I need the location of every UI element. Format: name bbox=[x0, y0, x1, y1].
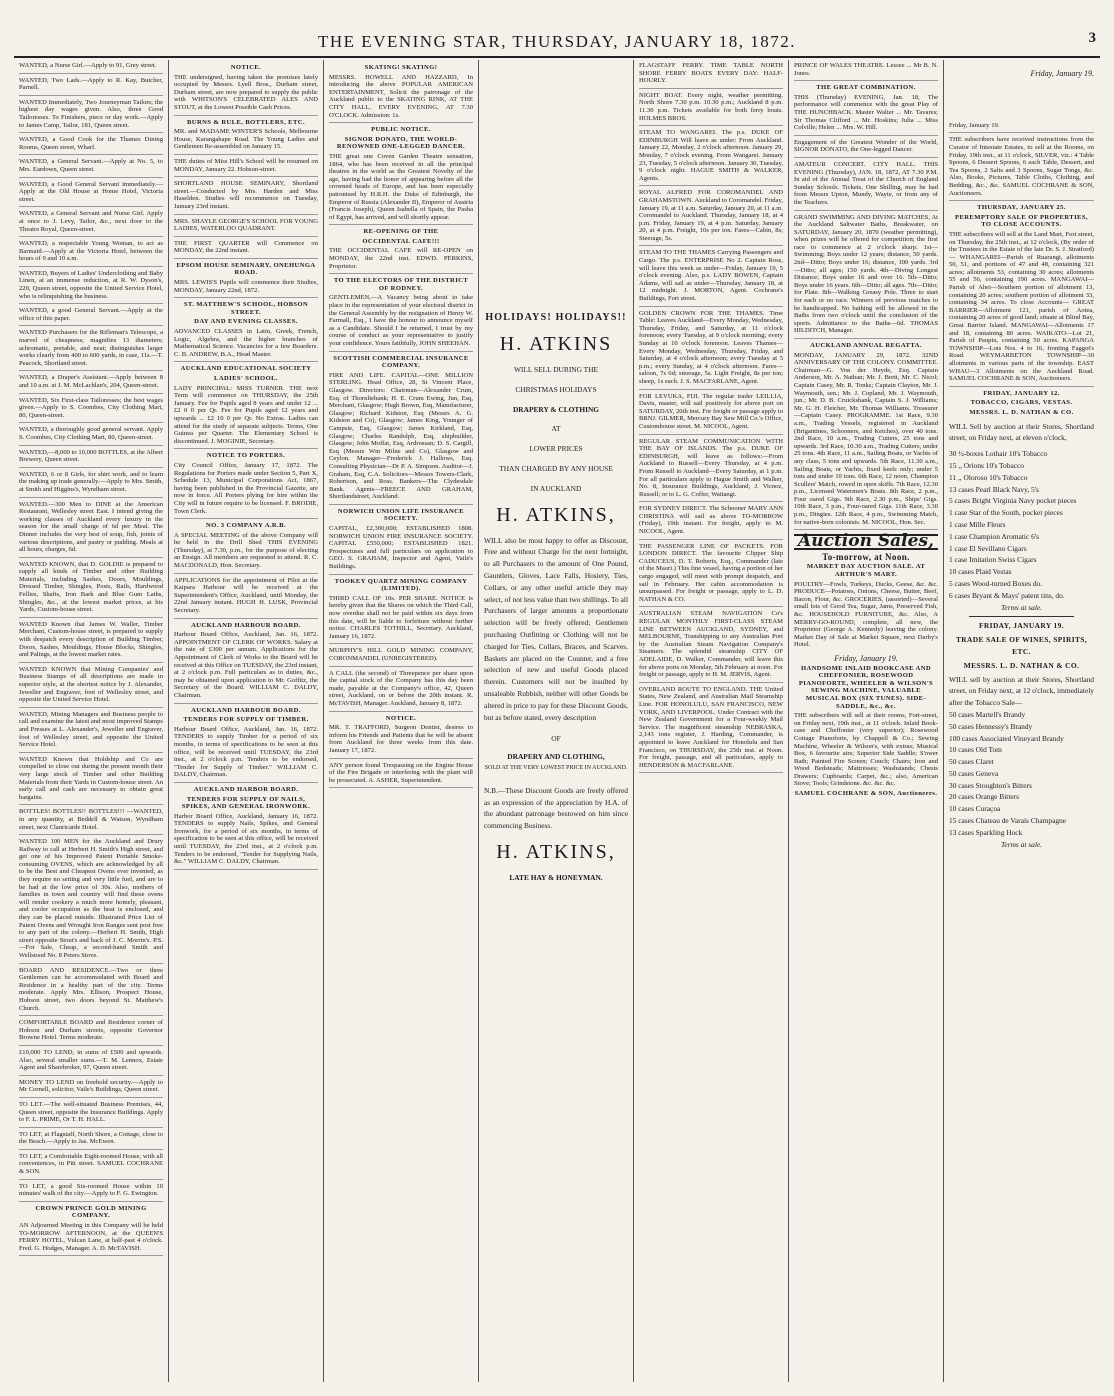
list-item: 50 cases Martell's Brandy bbox=[949, 709, 1026, 719]
classified-ad: THE duties of Miss Hill's School will be resumed on MONDAY, January 22. Hobson-street. bbox=[174, 158, 318, 177]
ad-heading: MESSRS. L. D. NATHAN & CO. bbox=[969, 408, 1074, 416]
atkins-line-2: CHRISTMAS HOLIDAYS bbox=[515, 384, 597, 394]
classified-ad: WANTED, a General Servant.—Apply at No. 5, to Mrs. Eardown, Queen street. bbox=[19, 158, 163, 177]
classified-ad: A SPECIAL MEETING of the above Company will be held in the Drill Shed THIS EVENING (Thursday), at 7.30, p.m., for the purpose of electing an Ensign. All members are requested to attend. R. C. MACDONALD, Hon. Secretary. bbox=[174, 532, 318, 574]
classified-ad: AN Adjourned Meeting in this Company will be held TO-MORROW AFTERNOON, at the QUEEN'S FERRY HOTEL, Vulcan Lane, at half-past 4 o'clock. Fred. G. Hodges, Manager. A. D. McTAVISH. bbox=[19, 1222, 163, 1256]
columns bbox=[14, 60, 1100, 1382]
ad-heading: DAY AND EVENING CLASSES. bbox=[194, 318, 298, 326]
column-3 bbox=[324, 60, 479, 1382]
classified-ad: WANTED, a good General Servant.—Apply at the office of this paper. bbox=[19, 307, 163, 326]
wines-terms: Terms at sale. bbox=[1001, 839, 1042, 849]
classified-ad: GENTLEMEN,—A Vacancy being about to take place in the representation of your electoral district in the General Assembly by the resignation of Henry W. Farmall, Esq., I have the honour to announce myself as a Candidate. Should I be returned, I trust by my course of conduct as your representative to justify your confidence. Yours faithfully, JOHN SHEEHAN. bbox=[329, 294, 473, 351]
classified-ad: COMFORTABLE BOARD and Residence corner of Hobson and Durham streets, opposite Governor Browne Hotel. Terms moderate. bbox=[19, 1019, 163, 1046]
wines-intro: WILL sell by auction at their Stores, Shortland street, on Friday next, at 12 o'clock, immediately after the Tobacco Sale— bbox=[949, 674, 1094, 708]
ad-heading: PEREMPTORY SALE OF PROPERTIES, TO CLOSE ACCOUNTS. bbox=[955, 213, 1088, 229]
classified-ad: WANTED KNOWN that Mining Companies' and Business Stamps of all descriptions are made in superior style, at the shortest notice by J. Alexander, Jeweller and Engraver, foot of Wellesley street, and opposite the United Service Hotel. bbox=[19, 666, 163, 708]
holidays-heading: HOLIDAYS! HOLIDAYS!! bbox=[485, 312, 627, 323]
classified-ad: MRS. LEWIS'S Pupils will commence their Studies, MONDAY, January 22nd, 1872. bbox=[174, 279, 318, 298]
classified-ad: THE undersigned, having taken the premises lately occupied by Messrs. Lyell Bros., Durham street, Durham street, are now prepared to supply the public with WHITSON'S CELEBRATED ALES AND STOUT, at the Lowest Possible Cash Prices. bbox=[174, 74, 318, 116]
classified-ad: WANTED, Buyers of Ladies' Underclothing and Baby Linen, at an immense reduction, at R. W. Dyson's, 220, Queen street, opposite the United Service Hotel, who is relinquishing the business. bbox=[19, 270, 163, 304]
classified-ad: THE great one Coven Garden Theatre sensation, 1864, who has been received in all the principal theatres in the world as the Greatest Novelty of the age, having had the honor of appearing before all the crowned heads of Europe, and has been especially patronised by H.R.H. the Duke of Edinburgh, the Emperor of Russia (Alexander II), Emperor of Austria (Francis Joseph), Queen Isabella of Spain, the Pasha of Egypt, has arrived, and will shortly appear. bbox=[329, 153, 473, 225]
column-1 bbox=[14, 60, 169, 1382]
classified-ad: TO LET, at Flagstaff, North Shore, a Cottage, close to the Beach.—Apply to Jas. McEwen. bbox=[19, 1131, 163, 1150]
atkins-name: H. ATKINS bbox=[499, 333, 613, 355]
ad-heading: AUCKLAND ANNUAL REGATTA. bbox=[810, 342, 922, 349]
ad-heading: TOBACCO, CIGARS, VESTAS. bbox=[970, 399, 1073, 407]
classified-ad: FOR SYDNEY DIRECT. The Schooner MARY ANN CHRISTINA will sail as above TO-MORROW (Friday), 19th instant. For freight, apply to M. NICOOL, Agent. bbox=[639, 505, 783, 539]
nathan-terms: Terms at sale. bbox=[1001, 602, 1042, 612]
classified-ad: WANTED Known that James W. Waller, Timber Merchant, Custom-house street, is prepared to supply with despatch every description of Building Timber, Doors, Sashes, Mouldings, House Blocks, Shingles, and Palings, at the lowest market rates. bbox=[19, 621, 163, 663]
classified-ad: THE OCCIDENTAL CAFE will RE-OPEN on MONDAY, the 22nd inst. EDWD. PERKINS, Proprietor. bbox=[329, 247, 473, 274]
ad-heading: NORWICH UNION LIFE INSURANCE SOCIETY. bbox=[337, 507, 465, 523]
list-item: 13 cases Sparkling Hock bbox=[949, 827, 1023, 837]
classified-ad: FLAGSTAFF FERRY. TIME TABLE NORTH SHORE FERRY BOATS EVERY DAY: HALF-HOURLY. bbox=[639, 62, 783, 89]
classified-ad: WANTED, a thoroughly good general servant. Apply S. Coombes, City Clothing Mart, 80, Queen-street. bbox=[19, 426, 163, 445]
classified-ad: TO LET, a good Six-roomed House within 10 minutes' walk of the city.—Apply to F. G. Ewington. bbox=[19, 1183, 163, 1202]
classified-ad: MRS. SHAYLE GEORGE'S SCHOOL FOR YOUNG LADIES, WATERLOO QUADRANT. bbox=[174, 218, 318, 237]
classified-ad: Harbour Board Office, Auckland, Jan. 16, 1872. TENDERS to supply Timber for a period of six months, in terms of specifications to be seen at this office, will be received until TUESDAY, the 23rd inst., at 2 o'clock p.m. Tenders to be endorsed, "Tender for Supply of Timber." WILLIAM C. DALDY, Chairman. bbox=[174, 726, 318, 783]
page-number: 3 bbox=[1088, 30, 1096, 46]
ad-heading: CROWN PRINCE GOLD MINING COMPANY. bbox=[35, 1204, 147, 1220]
ad-heading: AUCKLAND HARBOR BOARD. bbox=[193, 785, 299, 793]
atkins-name-3: H. ATKINS, bbox=[496, 840, 616, 863]
classified-ad: THIS (Thursday) EVENING, Jan. 18, The performance will commence with the great Play of THE HUNCHBACK. Master Walter ... Mr. Tavares; Sir Thomas Clifford ... Mr. Hoskins; Julia ... Miss Colville; Helen ... Mrs. W. Hill. bbox=[794, 94, 938, 136]
classified-ad: SHORTLAND HOUSE SEMINARY, Shortland street.—Conducted by Mrs. Harden and Miss Haselden. Studies will recommence on Tuesday, January 23rd instant. bbox=[174, 180, 318, 214]
classified-ad: STEAM TO THE THAMES Carrying Passengers and Cargo. The p.s. ENTERPRISE No 2. Captain Ross, will leave this week as under—Friday, January 19, 5 o'clock evening. Also, p.s. LADY BOWEN, Captain Adams, will sail as under—Thursday, January 18, at 12 midnight. J. MORTON, Agent. Cochrane's Buildings, Fort street. bbox=[639, 249, 783, 306]
auction-sales-banner: Auction Sales, bbox=[794, 534, 938, 550]
classified-ad: THE PASSENGER LINE OF PACKETS. FOR LONDON DIRECT. The favourite Clipper Ship CADUCEUS, D. T. Roberts, Esq., Commander (late of the Maori.) This fine vessel, having a portion of her cargo engaged, will meet with prompt despatch, and sail in February. Her cabin accommodation is unsurpassed. For freight or passage, apply to L. D. NATHAN & CO. bbox=[639, 543, 783, 608]
classified-ad: AUSTRALIAN STEAM NAVIGATION Co's REGULAR MONTHLY FIRST-CLASS STEAM LINE BETWEEN AUCKLAND, SYDNEY, and MELBOURNE, Transhipping to any Australian Port by the Australian Steam Navigation Company's Steamers. The splendid steamship CITY OF ADELAIDE, D. Walker, Commander, will leave this for above ports on Monday, 5th February at noon. For freight or passage, apply to H. M. JERVIS, Agent. bbox=[639, 610, 783, 682]
auction-fri: Friday, January 19. bbox=[834, 653, 898, 663]
ad-heading: RE-OPENING OF THE bbox=[363, 228, 439, 236]
column-7-ads bbox=[949, 122, 1094, 417]
list-item: 50 cases Geneva bbox=[949, 768, 999, 778]
classified-ad: WANTED Known that Holdship and Co are compelled to close out during the present month their very large stock of Timber and other Building Materials from their Yards in Custom-house street. An early call and cash are necessary to obtain great bargains. bbox=[19, 756, 163, 806]
list-item: 11 ,, Oloroso 10's Tobacco bbox=[949, 472, 1028, 482]
classified-ad: NIGHT BOAT. Every night, weather permitting. North Shore 7.30 p.m. 10.30 p.m.; Auckland 8 p.m. 11.30 p.m. Tickets available for both ferry boats. HOLMES BROS. bbox=[639, 92, 783, 126]
list-item: 6 cases Bryant & Mays' patent tins, do. bbox=[949, 590, 1065, 600]
ad-heading: NO. 3 COMPANY A.R.B. bbox=[206, 522, 286, 530]
classified-ad: TO LET, a Comfortable Eight-roomed House, with all conveniences, in Pitt street. SAMUEL COCHRANE & SON. bbox=[19, 1153, 163, 1180]
ad-heading: AUCKLAND HARBOUR BOARD. bbox=[191, 621, 301, 629]
list-item: 10 cases Old Tom bbox=[949, 745, 1002, 755]
divider bbox=[969, 616, 1074, 617]
list-item: 50 cases Hennessy's Brandy bbox=[949, 721, 1033, 731]
classified-ad: FIRE AND LIFE. CAPITAL—ONE MILLION STERLING. Head Office, 28, St Vincent Place, Glasgow. Directors: Chairman—Alexander Crum, Esq. of Thornliebank; H. E. Crum Ewing, Jun, Esq, Merchant, Glasgow; Hugh Brown, Esq, Manufacturer, Glasgow; Richard Kidston, Esq (Messrs A. G. Kidston and Co), Glasgow; James King, Younger of Campsie, Esq, Glasgow; James Kirkland, Esq, Glasgow; Charles Randolph, Esq, shipbuilder, Glasgow; John Moffat, Esq, Ardrossan; D. S. Cargill, Esq (Messrs Wm Milne and Co), Glasgow and Ceylon. Manager—Frederick J. Hallows, Esq. Consulting Physician—Dr P. A. Simpson. Auditor—J. Graham, Esq, C.A. Solicitors—Messrs Towers-Clark, Robertson, and Ross. Bankers—The Clydesdale Bank. Agents—FREECE AND GRAHAM, Shortlandstreet, Auckland. bbox=[329, 372, 473, 505]
column-6-ads bbox=[794, 62, 938, 530]
wines-head: TRADE SALE OF WINES, SPIRITS, ETC. bbox=[955, 635, 1088, 656]
ad-heading: BURNS & RULE, BOTTLERS, ETC. bbox=[186, 118, 305, 126]
classified-ad: APPLICATIONS for the appointment of Pilot at the Kaipara Harbour will be received at the Superintendent's Office, Auckland, until Monday, the 22nd January instant. HUGH H. LUSK, Provincial Secretary. bbox=[174, 577, 318, 619]
classified-ad: THE subscribers have received instructions from the Curator of Intestate Estates, to sell at the Rooms, on Friday, 19th inst., at 11 o'clock, SILVER, viz.: 4 Table Spoons, 6 Dessert Spoons, 6 each Table, Dessert, and Tea Spoons, 2 Salts and 3 Spoons, Sugar Tongs, &c. Also, Books, Pictures, Table Cloths, Clothing, and Bedding, &c., &c. SAMUEL COCHRANE & SON, Auctioneers. bbox=[949, 136, 1094, 201]
classified-ad: Harbour Board Office, Auckland, Jan. 16, 1872. APPOINTMENT OF CLERK OF WORKS. Salary at the rate of £300 per annum. Applications for the Appointment of Clerk of Works to the Board will be received at this Office on TUESDAY, the 23rd instant, at 2 o'clock p.m. Full particulars as to duties, &c., may be obtained upon application to Mr. Goffitz, the Secretary of the Board. WILLIAM C. DALDY, Chairman. bbox=[174, 631, 318, 703]
classified-ad: WANTED Purchasers for the Rifleman's Telescope, a marvel of cheapness; magnifies 13 diameters; achromatic, portable, and neat; distinguishes larger works clearly from 400 to 600 yards, in case, 11s.—T. Peacock, Shortland street. bbox=[19, 329, 163, 371]
classified-ad: Friday, January 19. bbox=[949, 122, 1094, 134]
classified-ad: THE subscribers will sell at the Land Mart, Fort street, on Thursday, the 25th inst., at 12 o'clock, (By order of the Trustees in the Estate of the late Dr. S. J. Stratford)— WHANGAREI—Parish of Ruarangi, allotments 50, 51, and portions of 47 and 48, containing 321 acres; allotments 53, containing 30 acres; allotments 55 and 56, containing 190 acres. MANGAWAI—Parish of Ahei—Southern portion of allotment 13, containing 20 acres; southern portion of allotment 33, containing 34 acres. To close Accounts— GREAT BARRIER—Allotment 121, parish of Aotea, containing 20 acres of good land; situate at Blind Bay, Great Barrier Island. MANGAWAI—Allotments 17 and 18, containing 80 acres. WAIKATO—Lot 21, Parish of Paupiu, containing 50 acres. KAPANGA TOWNSHIP—Lots Nos. 4 to 16, fronting Faggot's Road. WEYMARBETON TOWNSHIP—30 allotments in various parts of the township. EAST WHAU—3 Allotments on the Auckland Road. SAMUEL COCHRANE & SON, Auctioneers. bbox=[949, 231, 1094, 387]
atkins-line-7: IN AUCKLAND bbox=[530, 483, 582, 493]
list-item: 20 cases Orange Bitters bbox=[949, 792, 1019, 802]
col7-blank bbox=[949, 82, 1094, 122]
wines-date: FRIDAY, JANUARY 19. bbox=[979, 621, 1064, 631]
atkins-of: OF bbox=[551, 734, 561, 744]
ad-heading: FRIDAY, JANUARY 12. bbox=[983, 389, 1060, 397]
classified-ad: WANTED, a Good General Servant immediately.—Apply at the Old House at Home Hotel, Victoria street. bbox=[19, 181, 163, 208]
ad-heading: THE GREAT COMBINATION. bbox=[816, 84, 916, 92]
classified-ad: City Council Office, January 17, 1872. The Regulations for Porters made under Section 5, Part X, Schedule 13, Municipal Corporations Act, 1867, having been published in the Provincial Gazette, are now in force. All Porters plying for hire within the City will in future require to be licensed. F. BRODIE, Town Clerk. bbox=[174, 462, 318, 519]
column-5 bbox=[634, 60, 789, 1382]
auction-sub: To-morrow, at Noon. bbox=[822, 551, 910, 562]
classified-ad: WANTED,—8,000 to 10,000 BOTTLES, at the Albert Brewery, Queen street. bbox=[19, 449, 163, 468]
atkins-sold: SOLD AT THE VERY LOWEST PRICE IN AUCKLAND. bbox=[484, 764, 628, 771]
classified-ad: MR. and MADAME WINTER'S Schools, Melbourne House, Karangahape Road. The Young Ladies and Gentlemen Re-assembled on January 15. bbox=[174, 128, 318, 155]
classified-ad: ADVANCED CLASSES in Latin, Greek, French, Logic, Algebra, and the higher branches of Mathematical Science. Vacancies for a few Boarders. C. B. ANDREW, B.A., Head Master. bbox=[174, 328, 318, 362]
ad-heading: EPSOM HOUSE SEMINARY, ONEHUNGA ROAD. bbox=[176, 261, 316, 277]
ad-heading: SCOTTISH COMMERCIAL INSURANCE COMPANY. bbox=[333, 354, 469, 370]
classified-ad: WANTED, a Good Cook for the Thames Dining Rooms, Queen street, Wharf. bbox=[19, 136, 163, 155]
ad-heading: TENDERS FOR SUPPLY OF NAILS, SPIKES, AND GENERAL IRONWORK. bbox=[181, 795, 311, 811]
classified-ad: THE FIRST QUARTER will Commence on MONDAY, the 22nd instant. bbox=[174, 240, 318, 259]
classified-ad: GOLDEN CROWN FOR THE THAMES. Time Table: Leaves Auckland—Every Monday, Wednesday, Thursday, Friday, and Saturday, at 11 o'clock forenoon; every Tuesday, at 9 o'clock morning; every Sunday at 10 o'clock forenoon. Leaves Thames—Every Monday, Wednesday, Thursday, Friday, and Saturday, at 4 o'clock afternoon; every Tuesday at 5 p.m.; every Sunday, at 4 o'clock afternoon. Fares—saloon, 7s 6d; steerage, 5s. Light Freight, 8s per ton; sheep, 1s each. J. S. MACFARLANE, Agent. bbox=[639, 310, 783, 390]
classified-ad: A CALL (the second) of Threepence per share upon the capital stock of the Company has this day been made, payable at the Company's office, 42, Queen street, Auckland, on or before the 20th instant. R. McTAVISH, Manager. Auckland, January 8, 1872. bbox=[329, 670, 473, 712]
ad-heading: THURSDAY, JANUARY 25. bbox=[977, 204, 1066, 212]
classified-ad: WANTED, Six First-class Tailoresses; the best wages given.—Apply to S. Coombes, City Clothing Mart, 80, Queen-street. bbox=[19, 397, 163, 424]
list-item: 30 cases Stoughton's Bitters bbox=[949, 780, 1032, 790]
classified-ad: THIRD CALL OF 10s. PER SHARE. NOTICE is hereby given that the Shares on which the Third Call, now overdue shall not be paid within six days from this date, will be liable to forfeiture without further notice. CHARLES TOTHILL, Secretary. Auckland, January 16, 1872. bbox=[329, 595, 473, 645]
classified-ad: WANTED, a Draper's Assistant.—Apply between 8 and 10 a.m. at J. M. McLachlan's, 204, Queen-street. bbox=[19, 374, 163, 393]
ad-heading: PUBLIC NOTICE. bbox=[371, 126, 431, 134]
column-6 bbox=[789, 60, 944, 1382]
nathan-intro: WILL Sell by auction at their Stores, Shortland street, on Friday next, at eleven o'clock, bbox=[949, 421, 1094, 443]
atkins-line-4: AT bbox=[551, 424, 561, 434]
list-item: 15 ,, Orions 10's Tobacco bbox=[949, 460, 1024, 470]
classified-ad: WANTED 100 MEN for the Auckland and Drury Railway to call at Herbert H. Smith's High street, and get one of his Improved Patent Portable Smoke-consuming OVENS, which are acknowledged by all to be the Best and Cheapest Ovens ever invented, as they require no setting and very little fuel, and are to be had at the low price of 30s. Also, mothers of families in town and country will find these ovens will render cookery a much more homely, pleasant, and cooler occupation as the heat is enclosed, and they can be placed outside. Illustrated Price List of Patent Ovens and Wrought Iron Ranges sent post free to any part of the colony.—Herbert H. Smith, High street opposite Stout's and back of J. C. Morrin's. P.S.—For Sale, Cheap, a second-hand Smith and Wellstood No. 8 Peters Stove. bbox=[19, 838, 163, 964]
wines-firm: MESSRS. L. D. NATHAN & CO. bbox=[963, 660, 1080, 670]
list-item: 1 case Star of the South, pocket pieces bbox=[949, 508, 1063, 518]
classified-ad: Harbor Board Office, Auckland, January 16, 1872. TENDERS to supply Nails, Spikes, and General Ironwork, for a period of six months, in terms of specification to be seen at this office, will be received until TUESDAY, the 23rd inst., at 2 o'clock p.m. Tenders to be endorsed, "Tender for Supplying Nails, &c." WILLIAM C. DALDY, Chairman. bbox=[174, 813, 318, 870]
list-item: 100 cases Associated Vineyard Brandy bbox=[949, 733, 1064, 743]
classified-ad: GRAND SWIMMING AND DIVING MATCHES, At the Auckland Saltwater Baths, Breakwater, on SATURDAY, January 20, 1870 (weather permitting), when prizes will be offered for competition; the first race to commence at 2 o'clock sharp. 1st—Swimming; Boys under 12 years; distance, 50 yards. 2nd—Ditto; Boys under 16; distance, 100 yards. 3rd—Ditto; all ages; 150 yards. 4th—Diving Longest Distance; Boys under 16 and over 16. 5th—Ditto; Boys under 16 years. 6th—Ditto; all ages. 7th—Ditto; for Plate. 8th—Walking Greasy Pole. Three to start for each or no race. Winners of previous matches to be handicapped. No bathing will be allowed in the Baths from two o'clock until the conclusion of the sports. Admittance to the Baths—6d. THOMAS HILDITCH, Manager. bbox=[794, 214, 938, 340]
atkins-name-2: H. ATKINS, bbox=[496, 503, 616, 526]
auction-sig: SAMUEL COCHRANE & SON, Auctioneers. bbox=[794, 790, 938, 798]
atkins-drapery: DRAPERY AND CLOTHING, bbox=[507, 752, 605, 762]
auction-body: POULTRY—Fowls, Turkeys, Ducks, Geese, &c. &c. PRODUCE—Potatoes, Onions, Cheese, Butter, Beef, Bacon, Flour, &c. GROCERIES, (assorted)—Several small lots of Good Tea, Sugar, Jams, Preserved Fish, &c. HOUSEHOLD FURNITURE, &c. Also, A MERRY-GO-ROUND, complete, all new, the Proprietor (George A. Kennedy) leaving the colony. Market Day of Sale at Market Square, next Darby's Hotel. bbox=[794, 580, 938, 649]
list-item: 10 cases Plaid Vestas bbox=[949, 567, 1012, 577]
list-item: 5 cases Wood-turned Boxes do. bbox=[949, 578, 1043, 588]
atkins-nb: N.B.—These Discount Goods are freely offered as an expression of the appreciation by H.A. of the abundant patronage bestowed on him since commencing Business. bbox=[484, 785, 628, 831]
classified-ad: MESSRS. HOWELL AND HAZZARD, In introducing the above POPULAR AMERICAN ENTERTAINMENT, Solicit the patronage of the Auckland public to the SKATING RINK, AT THE CITY HALL, EVERY EVENING, AT 7.30 O'CLOCK. Admission: 1s. bbox=[329, 74, 473, 124]
classified-ad: CAPITAL, £2,300,000; ESTABLISHED 1808. NORWICH UNION FIRE INSURANCE SOCIETY. CAPITAL £550,000; ESTABLISHED 1821. Prospectuses and full particulars on application to GEO. S. GRAHAM, Inspector and Agent, Vaile's Buildings. bbox=[329, 525, 473, 575]
ad-heading: NOTICE. bbox=[385, 714, 417, 722]
masthead-title: THE EVENING STAR, THURSDAY, JANUARY 18, 1872. bbox=[318, 32, 796, 51]
atkins-line-5: LOWER PRICES bbox=[529, 444, 583, 454]
atkins-late: LATE HAY & HONEYMAN. bbox=[509, 872, 603, 882]
classified-ad: £10,000 TO LEND, in sums of £500 and upwards. Also, several smaller sums.—T. M. Lennox, Estate Agent and Sharebroker, 97, Queen street. bbox=[19, 1049, 163, 1076]
classified-ad: BOARD AND RESIDENCE.—Two or three Gentlemen can be accommodated with Board and Residence in a healthy part of the city. Terms moderate. Apply Mrs. Ellison, Prospect House, Hobson street, two doors beyond St. Matthew's Church. bbox=[19, 967, 163, 1017]
classified-ad: WANTED, a General Servant and Nurse Girl. Apply at once to J. Levy, Tailor, &c., next door to the Theatre Royal, Queen-street. bbox=[19, 210, 163, 237]
classified-ad: WANTED.—300 Men to DINE at the American Restaurant, Wellesley street East. I intend giving the working classes of Auckland every luxury in the season for the small charge of 6d per Meal. The Dinner includes the very best of soup, fish, joints of various descriptions, and pastry or pudding. Meals at all hours, charges, 6d. bbox=[19, 501, 163, 558]
ad-heading: NOTICE TO PORTERS. bbox=[206, 452, 286, 460]
list-item: 13 cases Pearl Black Navy, 5's bbox=[949, 484, 1039, 494]
list-item: 5 cases Bright Virginia Navy pocket pieces bbox=[949, 496, 1077, 506]
classified-ad: TO LET.—The well-situated Business Premises, 44, Queen street, opposite the Insurance Buildings. Apply to F. L. PRIME, Or T. H. HALL. bbox=[19, 1101, 163, 1128]
classified-ad: PRINCE OF WALES THEATRE. Lessee ... Mr B. N. Jones. bbox=[794, 62, 938, 81]
list-item: 1 case El Sevillano Cigars bbox=[949, 543, 1027, 553]
column-4-atkins bbox=[479, 60, 634, 1382]
list-item: 50 cases Claret bbox=[949, 757, 994, 767]
auction-text: THE subscribers will sell at their rooms, Fort-street, on Friday next, 19th inst., at 11 o'clock. Inlaid Book-case and Cheffonier (very superior); Rosewood Cottage Pianoforte, by Chappell & Co.; Sewing Machine, Wheeler & Wilson's, with extras; Musical Box, 6 favourite airs; Superior Side Saddle; S'ower Bath; Painted Fire Screen; Couch; Chairs; Iron and Wood Bedsteads; Mattresses; Washstands; Chests Drawers; Cupboards; Carpet, &c.; also, American Stove; Tools; Grindstone. &c. &c. &c. bbox=[794, 712, 938, 788]
classified-ad: MR. T. TRAFFORD, Surgeon Dentist, desires to inform his Friends and Patients that he will be absent from Auckland for three weeks from this date. January 17, 1872. bbox=[329, 724, 473, 758]
classified-ad: MONDAY, JANUARY 29, 1872. 32ND ANNIVERSARY OF THE COLONY. COMMITTEE. Chairman—G. Von der Heyde, Esq. Captain Anderson, Mr. A. Nathan; Mr. J. Brett, Mr. C. Nicol; Captain Casey, Mr. R. Tonks; Captain Clayton, Mr. J. Waymouth, sen.; Mr. J. Copland, Mr. J. Waymouth, jun.; Mr. D. B. Cruickshank, Captain S. J. Williams; Mr. G. H. Fletcher, Mr. Thomas Williams. Treasurer—Captain Casey. PROGRAMME. 1st Race, 9.30 a.m., Trading Vessels, registered in Auckland (Brigantines, Schooners, and Ketches), over 40 tons. 2nd Race, 10 a.m., Trading Cutters, 25 tons and upwards. 3rd Race, 10.30 a.m., Trading Cutters, under 25 tons. 4th Race, 11 a.m., Sailing Boats, or Yachts of any class, 5 tons and upwards. 5th Race, 11.30 a.m., Sailing Boats, or Yachts, fixed keels only; under 5 tons and under 10 tons. 6th Race, 12 noon, Champion Scullers' Match, rowed in open skiffs. 7th Race, 12.30 p.m., Licensed Watermen's Boats. 8th Race, 2 p.m., Four oared Gigs. 9th Race, 2.30 p.m., Ships' Gigs. 10th Race, 3 p.m., Four-oared Gigs. 11th Race, 3.30 p.m., Dingies. 12th Race, 4 p.m., Swimming Match, for native-born colonists. M. NICOOL, Hon. Sec. bbox=[794, 352, 938, 531]
ad-heading: SIGNOR DONATO, THE WORLD-RENOWNED ONE-LEGGED DANCER. bbox=[336, 135, 466, 151]
atkins-body: WILL also be most happy to offer as Discount, Free and without Charge for the next fortnight, to all Purchasers to the amount of One Pound, Gauntlets, Gloves, Lace Falls, Hosiery, Ties, Collars, or any other useful article they may select, of not less value than two shillings. To all Purchasers of larger amounts a proportionate selection will be freely offered; Gentlemen purchasing Outfitting or Clothing will not be charged for Ties, Collars, Braces, and Scarves. Baskets are placed on the Counter, and a free selection of new and useful Goods placed therein. Customers will not be insulted by unsaleable Rubbish, neither will other Goods be altered in price to pay for these Discount Goods, but as before stated, every description bbox=[484, 535, 628, 722]
list-item: 1 case Champion Aromatic 6's bbox=[949, 531, 1040, 541]
classified-ad: LADY PRINCIPAL: MISS TURNER. THE next Term will commence on THURSDAY, the 25th January. Fee for Pupils aged 8 years and under 12 ... £2 0 0 per Qr. Fee for Pupils aged 12 years and upwards ... £2 10 0 per Qr. No Extras. Ladies can attend for the study of separate subjects. Terms, One Guinea per Quarter. The Elementary School is discontinued. J. MOGINIE, Secretary. bbox=[174, 385, 318, 450]
classified-ad: ANY person found Trespassing on the Engine House of the Fire Brigade or interfering with the plant will be prosecuted. A. ASHER, Superintendent. bbox=[329, 762, 473, 789]
ad-heading: TENDERS FOR SUPPLY OF TIMBER. bbox=[183, 716, 309, 724]
atkins-line-6: THAN CHARGED BY ANY HOUSE bbox=[499, 463, 613, 473]
classified-ad: WANTED, a Nurse Girl.—Apply to 91, Grey street. bbox=[19, 62, 163, 74]
ad-heading: NOTICE. bbox=[230, 64, 262, 71]
classified-ad: WANTED, Two Lads.—Apply to R. Kay, Butcher, Parnell. bbox=[19, 77, 163, 96]
auction-hands: HANDSOME INLAID BOOKCASE AND CHEFFONIER, ROSEWOOD PIANOFORTE, WHEELER & WILSON'S SEWING MACHINE, VALUABLE MUSICAL BOX (SIX TUNES). SIDE-SADDLE, &c., &c. bbox=[798, 664, 934, 710]
column-7 bbox=[944, 60, 1099, 1382]
ad-heading: LADIES' SCHOOL. bbox=[214, 375, 278, 382]
column-2 bbox=[169, 60, 324, 1382]
ad-heading: AUCKLAND HARBOUR BOARD. bbox=[191, 706, 301, 714]
classified-ad: REGULAR STEAM COMMUNICATION WITH THE BAY OF ISLANDS. The p.s. DUKE OF EDINBURGH, will leave as follows:—From Auckland to Russell—Every Thursday, at 4 p.m. From Russell to Auckland—Every Saturday, at 1 p.m. For all particulars apply to Hague Smith and Walker, No. 8, Insurance Buildings, Auckland; J. Vicnoz, Russell; or to L. G. Coffer, Waitangi. bbox=[639, 438, 783, 503]
col7-date: Friday, January 19. bbox=[1030, 69, 1094, 78]
classified-ad: Engagement of the Greatest Wonder of the World, SIGNOR DONATO, the One-legged Dancer. bbox=[794, 139, 938, 158]
classified-ad: WANTED, 6 or 8 Girls, for shirt work, and to learn the making up trade generally.—Apply to Mrs. Smith, at Smith and Higgins's, Wyndham street. bbox=[19, 471, 163, 498]
atkins-line-1: WILL SELL DURING THE bbox=[513, 365, 599, 374]
list-item: 1 case Mille Fleurs bbox=[949, 519, 1006, 529]
classified-ad: OVERLAND ROUTE TO ENGLAND. THE United States, New Zealand, and Australian Mail Steamship Line. FOR HONOLULU, SAN FRANCISCO, NEW YORK, AND LIVERPOOL. Under Contract with the New Zealand Government for a Four-weekly Mail Service. The magnificent steamship NEBRASKA, 2,143 tons register, J. Harding, Commander, is appointed to leave Auckland for Honolulu and San Francisco, on THURSDAY, the 25th inst. at Noon. For freight, passage, and all particulars, apply to HENDERSON & MACFARLANE. bbox=[639, 686, 783, 774]
classified-ad: ROYAL ALFRED FOR COROMANDEL AND GRAHAMSTOWN. Auckland to Coromandel. Friday, January 19, at 11 a.m. Saturday, January 20, at 11 a.m. Coromandel to Auckland. Thursday, January 18, at 4 p.m. Friday, January 19, at 4 p.m. Saturday, January 20, at 4 p.m. Freight, 10s per ton. Fares—Cabin, 8s; Steerage, 5s. bbox=[639, 189, 783, 246]
ad-heading: TO THE ELECTORS OF THE DISTRICT OF RODNEY. bbox=[333, 277, 469, 292]
list-item: 1 case Imitation Swiss Cigars bbox=[949, 555, 1037, 565]
ad-heading: AUCKLAND EDUCATIONAL SOCIETY bbox=[180, 365, 312, 373]
atkins-line-3: DRAPERY & CLOTHING bbox=[512, 404, 600, 414]
list-item: 10 cases Curaçoa bbox=[949, 804, 1001, 814]
ad-heading: SKATING! SKATING! bbox=[364, 64, 438, 71]
classified-ad: BOTTLES! BOTTLES!! BOTTLES!!! —WANTED, in any quantity, at Beddell & Watson, Wyndham street, next Clanricarde Hotel. bbox=[19, 808, 163, 835]
auction-head: MARKET DAY AUCTION SALE. AT ARTHUR'S MART. bbox=[806, 563, 926, 579]
ad-heading: TOOKEY QUARTZ MINING COMPANY (LIMITED). bbox=[334, 577, 468, 593]
classified-ad: WANTED Immediately, Two Journeyman Tailors; the highest day wages given. Also, three Good Tailoresses. To Finishers, piece or day work.—Apply to James Camp, Tailor, 181, Queen street. bbox=[19, 99, 163, 133]
classified-ad: WANTED, a respectable Young Woman, to act as Barmaid.—Apply at the Victoria Hotel, between the hours of 9 and 10 a.m. bbox=[19, 240, 163, 267]
classified-ad: STEAM TO WANGAREI. The p.s. DUKE OF EDINBURGH Will leave as under: From Auckland. January 22, Monday, 2 o'clock afternoon. January 29, Monday, 7 o'clock evening. From Wangarei. January 23, Tuesday, 5 o'clock afternoon. January 30, Tuesday, 9 o'clock night. HAGUE SMITH & WALKER, Agents. bbox=[639, 129, 783, 186]
ad-heading: OCCIDENTAL CAFE!!! bbox=[362, 237, 440, 245]
list-item: 15 cases Chateau de Varais Champagne bbox=[949, 816, 1067, 826]
masthead bbox=[14, 30, 1100, 58]
ad-heading: ST. MATTHEW'S SCHOOL, HOBSON STREET. bbox=[183, 301, 309, 316]
classified-ad: AMATEUR CONCERT. CITY HALL. THIS EVENING (Thursday), JAN. 18, 1872, AT 7.30 P.M. In aid of the Annual Treat of the Church of England Sunday Schools. Tickets, One Shilling, may be had from Messrs Upton, Mundy, Wayte, or from any of the Teachers. bbox=[794, 161, 938, 211]
list-item: 30 ½-boxes Lothair 10's Tobacco bbox=[949, 449, 1048, 459]
nathan-items bbox=[949, 448, 1094, 601]
classified-ad: MONEY TO LEND on freehold security.—Apply to Mr Cornell, solicitor, Vaile's Buildings, Queen street. bbox=[19, 1079, 163, 1098]
classified-ad: WANTED, Mining Managers and Business people to call and examine the latest and most improved Stamps and Presses at L. Alexander's, Jeweller and Engraver, foot of Wellesley street, and opposite the United Service Hotel. bbox=[19, 711, 163, 753]
classified-ad: WANTED KNOWN, that D. GOLDIE is prepared to supply all kinds of Timber and other Building Materials, including Sashes, Doors, Mouldings, Dressed Timber, Shingles, Posts, Rails, Hardwood Fellies, Shafts, Iron Bark and Blue Gum Laths, Shingles, &c., at the lowest market prices, at his Yards, Custom-house street. bbox=[19, 561, 163, 618]
classified-ad: FOR LEVUKA, FIJI. The regular trader LEILLIA, Davis, master, will sail positively for above port on SATURDAY, 20th inst. For freight or passage apply to BRNJ. GILMER, Mercury Bay Saw Mill Co.'s Office, Customhouse street. M. NICOOL, Agent. bbox=[639, 393, 783, 435]
classified-ad: MURPHY'S HILL GOLD MINING COMPANY, CORONMANDEL (UNREGISTERED). bbox=[329, 647, 473, 666]
wines-items bbox=[949, 709, 1094, 839]
